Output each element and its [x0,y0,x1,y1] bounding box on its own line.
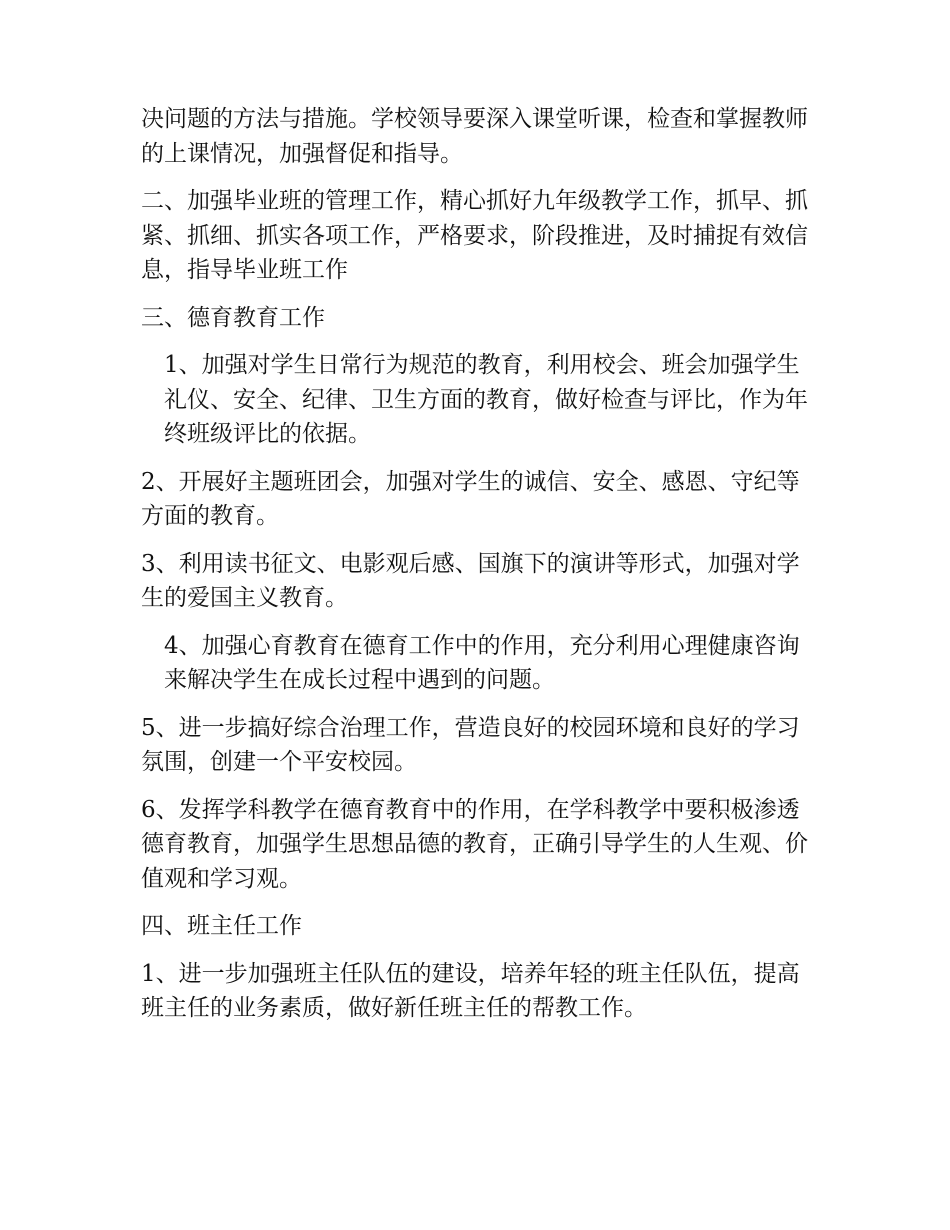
paragraph-item-6: 6、发挥学科教学在德育教育中的作用，在学科教学中要积极渗透德育教育，加强学生思想品德的教育，正确引导学生的人生观、价值观和学习观。 [141,796,808,892]
paragraph-item-1: 1、加强对学生日常行为规范的教育，利用校会、班会加强学生礼仪、安全、纪律、卫生方面的教育，做好检查与评比，作为年终班级评比的依据。 [164,352,808,447]
heading-section-three: 三、德育教育工作 [141,304,325,331]
paragraph-item-5: 5、进一步搞好综合治理工作，营造良好的校园环境和良好的学习氛围，创建一个平安校园。 [141,714,800,775]
paragraph-item-2: 2、开展好主题班团会，加强对学生的诚信、安全、感恩、守纪等方面的教育。 [141,468,800,529]
heading-section-four: 四、班主任工作 [141,913,302,939]
paragraph-item-3: 3、利用读书征文、电影观后感、国旗下的演讲等形式，加强对学生的爱国主义教育。 [141,550,800,611]
paragraph-continuation: 决问题的方法与措施。学校领导要深入课堂听课，检查和掌握教师的上课情况，加强督促和指导。 [141,106,808,167]
paragraph-section-four-item-1: 1、进一步加强班主任队伍的建设，培养年轻的班主任队伍，提高班主任的业务素质，做好新任班主任的帮教工作。 [141,960,800,1021]
document-page [141,102,821,1039]
paragraph-section-two: 二、加强毕业班的管理工作，精心抓好九年级教学工作，抓早、抓紧、抓细、抓实各项工作，严格要求，阶段推进，及时捕捉有效信息，指导毕业班工作 [141,188,808,283]
paragraph-item-4: 4、加强心育教育在德育工作中的作用，充分利用心理健康咨询来解决学生在成长过程中遇到的问题。 [164,632,800,693]
